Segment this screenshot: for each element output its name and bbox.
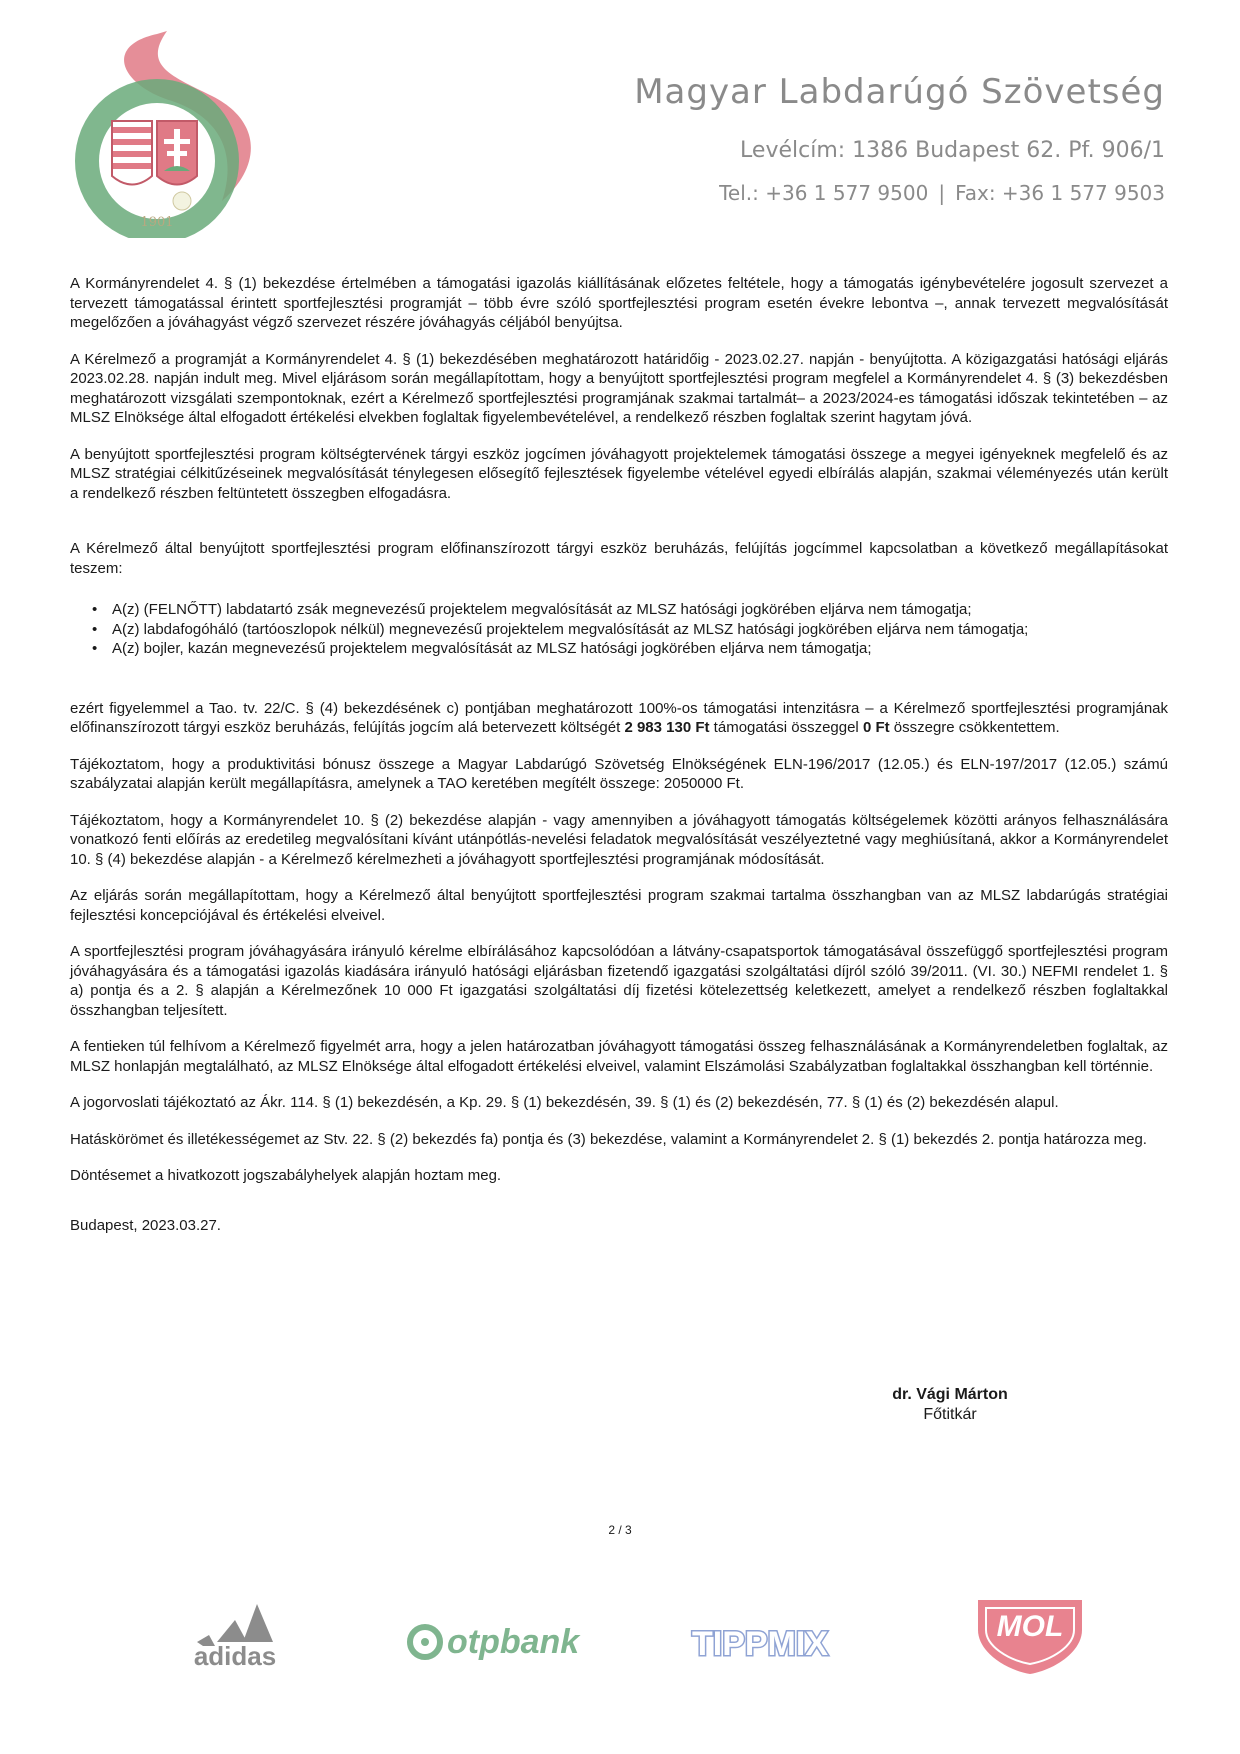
reduced-amount: 0 Ft (862, 719, 890, 736)
paragraph-5: ezért figyelemmel a Tao. tv. 22/C. § (4) bekezdésének c) pontjában meghatározott 100%-os támogatási intenzitásra – a Kérelmező sportfejlesztési programjának előfinanszírozott tárgyi eszköz beruházás, felújítás jogcím alá betervezett költségét 2 983 130 Ft támogatási összeggel 0 Ft összegre csökkentettem. (70, 699, 1168, 736)
bullet-icon: • (92, 601, 98, 618)
svg-text:MOL: MOL (996, 1610, 1064, 1643)
svg-text:otpbank: otpbank (447, 1623, 580, 1661)
paragraph-11: A jogorvoslati tájékoztató az Ákr. 114. § (1) bekezdésén, a Kp. 29. § (1) bekezdésén, 39. § (1) és (2) bekezdésén, 77. § (1) és (2) bekezdésén alapul. (70, 1094, 1059, 1111)
paragraph-12: Hatáskörömet és illetékességemet az Stv. 22. § (2) bekezdés fa) pontja és (3) bekezdése, valamint a Kormányrendelet 2. § (1) bekezdés 2. pontja határozza meg. (70, 1130, 1147, 1148)
findings-list (70, 600, 1168, 659)
svg-text:TIPPMIX: TIPPMIX (691, 1625, 829, 1662)
paragraph-2: A Kérelmező a programját a Kormányrendelet 4. § (1) bekezdésében meghatározott határidőig - 2023.02.27. napján - benyújtotta. A közigazgatási hatósági eljárás 2023.02.28. napján indult meg. Mivel eljárásom során megállapítottam, hogy a benyújtott sportfejlesztési program megfelel a Kormányrendelet 4. § (3) bekezdésben meghatározott vizsgálati szempontoknak, ezért a Kérelmező sportfejlesztési programjának szakmai tartalmát– a 2023/2024-es támogatási időszak tekintetében – az MLSZ Elnöksége által elfogadott értékelési elvekben foglaltak figyelembevételével, a rendelkező részben foglaltak szerint hagytam jóvá. (70, 350, 1168, 426)
mlsz-crest-logo (62, 26, 287, 238)
organisation-name: Magyar Labdarúgó Szövetség (634, 72, 1165, 112)
list-item: • A(z) labdafogóháló (tartóoszlopok nélkül) megnevezésű projektelem megvalósítását az MLSZ hatósági jogkörében eljárva nem támogatja; (92, 620, 1029, 638)
signatory-title: Főtitkár (923, 1406, 977, 1423)
logo-ball (173, 192, 191, 210)
paragraph-1: A Kormányrendelet 4. § (1) bekezdése értelmében a támogatási igazolás kiállításának előzetes feltétele, hogy a támogatás igénybevételére jogosult szervezet a tervezett támogatással érintett sportfejlesztési programját – több évre szóló sportfejlesztési program esetén évekre lebontva –, annak tervezett megvalósítását megelőzően a jóváhagyást végző szervezet részére jóváhagyás céljából benyújtsa. (70, 275, 1168, 331)
postal-address: Levélcím: 1386 Budapest 62. Pf. 906/1 (740, 138, 1165, 163)
place-and-date: Budapest, 2023.03.27. (70, 1216, 221, 1234)
signature-block (860, 1385, 1040, 1425)
phone-number: Tel.: +36 1 577 9500 (719, 181, 929, 205)
list-item: • A(z) (FELNŐTT) labdatartó zsák megnevezésű projektelem megvalósítását az MLSZ hatósági jogkörében eljárva nem támogatja; (92, 601, 972, 618)
otpbank-logo (405, 1615, 605, 1665)
document-body (70, 274, 1168, 1252)
page-number: 2 / 3 (608, 1523, 632, 1537)
paragraph-13: Döntésemet a hivatkozott jogszabályhelyek alapján hoztam meg. (70, 1167, 502, 1184)
fax-number: Fax: +36 1 577 9503 (955, 181, 1165, 205)
organisation-header (634, 72, 1165, 205)
mol-logo (970, 1590, 1090, 1675)
svg-text:adidas: adidas (193, 1641, 277, 1670)
bullet-icon: • (92, 620, 98, 638)
logo-year: 1901 (140, 215, 174, 230)
adidas-logo (175, 1590, 295, 1670)
paragraph-9: A sportfejlesztési program jóváhagyására irányuló kérelme elbírálásához kapcsolódóan a látvány-csapatsportok támogatásával összefüggő sportfejlesztési program jóváhagyására és a támogatási igazolás kiadására irányuló hatósági eljárásban fizetendő igazgatási szolgáltatási díjról szóló 39/2011. (VI. 30.) NEFMI rendelet 1. § a) pontja és a 2. § alapján a Kérelmezőnek 10 000 Ft igazgatási szolgáltatási díj fizetési kötelezettség keletkezett, amelyet a rendelkező részben foglaltakkal összhangban teljesített. (70, 943, 1168, 1019)
paragraph-4: A Kérelmező által benyújtott sportfejlesztési program előfinanszírozott tárgyi eszköz beruházás, felújítás jogcímmel kapcsolatban a következő megállapításokat teszem: (70, 540, 1168, 577)
paragraph-10: A fentieken túl felhívom a Kérelmező figyelmét arra, hogy a jelen határozatban jóváhagyott támogatási összeg felhasználásának a Kormányrendeletben foglaltak, az MLSZ honlapján megtalálható, az MLSZ Elnöksége által elfogadott értékelési elveivel, valamint Elszámolási Szabályzatban foglaltakkal összhangban kell történnie. (70, 1038, 1168, 1075)
paragraph-3: A benyújtott sportfejlesztési program költségtervének tárgyi eszköz jogcímen jóváhagyott projektelemek támogatási összege a megyei igényeknek megfelelő és az MLSZ stratégiai célkitűzéseinek megvalósítását ténylegesen elősegítő fejlesztések figyelembe vételével egyedi elbírálás alapján, szakmai véleményezés után került a rendelkező részben feltüntetett összegben elfogadásra. (70, 445, 1168, 502)
list-item: • A(z) bojler, kazán megnevezésű projektelem megvalósítását az MLSZ hatósági jogkörében eljárva nem támogatja; (92, 640, 872, 657)
bullet-icon: • (92, 640, 98, 657)
contact-separator: | (938, 181, 946, 205)
original-amount: 2 983 130 Ft (624, 719, 710, 736)
tippmix-logo (670, 1622, 850, 1662)
signatory-name: dr. Vági Márton (892, 1386, 1008, 1403)
paragraph-7: Tájékoztatom, hogy a Kormányrendelet 10. § (2) bekezdése alapján - vagy amennyiben a jóváhagyott támogatás költségelemek közötti arányos felhasználására vonatkozó fenti előírás az eredetileg megvalósítani kívánt utánpótlás-nevelési feladatok megvalósítását veszélyeztetné vagy meghiúsítaná, akkor a Kormányrendelet 10. § (4) bekezdése alapján - a Kérelmező kérelmezheti a jóváhagyott sportfejlesztési programjának módosítását. (70, 811, 1168, 868)
paragraph-6: Tájékoztatom, hogy a produktivitási bónusz összege a Magyar Labdarúgó Szövetség Elnökségének ELN-196/2017 (12.05.) és ELN-197/2017 (12.05.) számú szabályzatai alapján került megállapításra, amelynek a TAO keretében megítélt összege: 2050000 Ft. (70, 755, 1168, 792)
paragraph-8: Az eljárás során megállapítottam, hogy a Kérelmező által benyújtott sportfejlesztési program szakmai tartalma összhangban van az MLSZ labdarúgás stratégiai fejlesztési koncepciójával és értékelési elveivel. (70, 887, 1168, 924)
contact-line (634, 181, 1165, 205)
